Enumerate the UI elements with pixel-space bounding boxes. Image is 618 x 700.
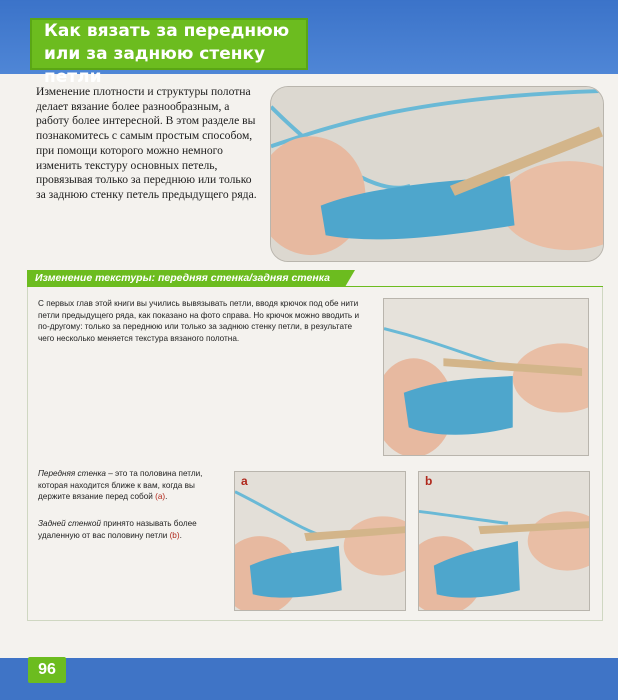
note-back-loop-text: принято называть более удаленную от вас половину петли (38, 519, 197, 540)
photo-hook-under-both-loops (270, 86, 604, 262)
title-line-1: Как вязать за переднюю (44, 21, 290, 41)
footer-band (0, 658, 618, 700)
hands-crochet-illustration (384, 299, 588, 455)
note-front-loop-text: – это та половина петли, которая находится ближе к вам, когда вы держите вязание перед собой (38, 469, 203, 502)
page-number: 96 (28, 657, 66, 683)
photo-hook-insertion (383, 298, 589, 456)
note-front-loop-end: . (165, 492, 168, 502)
photo-front-loop (234, 471, 406, 611)
hands-crochet-illustration (419, 472, 589, 610)
term-front-loop: Передняя стенка (38, 469, 106, 478)
note-front-loop (38, 468, 214, 503)
ref-b: (b) (169, 530, 180, 540)
note-back-loop (38, 518, 214, 541)
note-back-loop-end: . (179, 530, 182, 540)
intro-paragraph: Изменение плотности и структуры полотна делает вязание более разнообразным, а работу более интересной. В этом разделе вы познакомитесь с самым простым способом, при помощи которого можно немного изменить текстуру основных петель, провязывая только за переднюю или только за заднюю стенку петель предыдущего ряда. (36, 85, 257, 201)
photo-back-loop (418, 471, 590, 611)
title-line-2: или за заднюю стенку петли (44, 44, 266, 87)
hands-crochet-illustration (235, 472, 405, 610)
photo-label-a: a (241, 474, 248, 488)
ref-a: (а) (155, 492, 166, 502)
page-title (30, 18, 308, 87)
section-body: С первых глав этой книги вы учились вывязывать петли, вводя крючок под обе нити петли предыдущего ряда, как показано на фото справа. Но крючок можно вводить и по-другому: только за переднюю или только за заднюю стенку петли, в результате чего несколько меняется текстура вязаного полотна. (38, 299, 360, 343)
section-heading: Изменение текстуры: передняя стенка/задняя стенка (27, 270, 345, 287)
hands-crochet-illustration (271, 87, 603, 261)
term-back-loop: Задней стенкой (38, 519, 101, 528)
photo-label-b: b (425, 474, 433, 488)
